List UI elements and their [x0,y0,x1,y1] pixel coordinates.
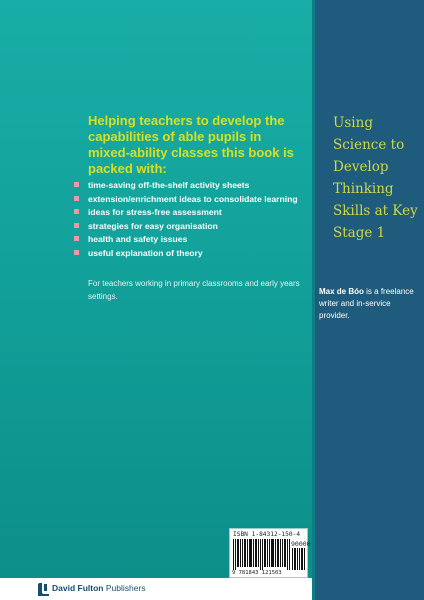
feature-list [74,179,310,260]
list-item [74,179,310,192]
list-item [74,247,310,260]
headline: Helping teachers to develop the capabilities of able pupils in mixed-ability classes this book is packed with: [88,113,294,176]
list-item [74,206,310,219]
barcode-icon [233,539,291,570]
bullet-icon [74,196,79,201]
audience-text: For teachers working in primary classrooms and early years settings. [88,279,300,301]
ean-digits: 9 781843 121503 [232,570,282,576]
bullet-icon [74,223,79,228]
feature-text: useful explanation of theory [88,247,203,258]
publisher-name [52,583,146,593]
publisher-name-rest: Publishers [105,583,146,593]
publisher-band [0,578,312,600]
barcode-box [229,528,311,578]
feature-text: health and safety issues [88,234,188,244]
isbn-label: ISBN 1-84312-150-4 [233,531,301,538]
author-bio: is a freelance writer and in-service provider. [319,287,414,320]
author-name: Max de Bóo [319,287,364,296]
book-title: Using Science to Develop Thinking Skills at Key Stage 1 [333,115,418,241]
feature-text: extension/enrichment ideas to consolidate learning [88,193,298,204]
feature-text: strategies for easy organisation [88,220,218,231]
addon-barcode-icon [292,548,306,570]
bullet-icon [74,182,79,187]
publisher-logo-icon [36,582,50,597]
bullet-icon [74,209,79,214]
list-item [74,193,310,206]
list-item [74,220,310,233]
bullet-icon [74,236,79,241]
addon-code: 90000 [291,540,311,548]
author-blurb [319,286,419,322]
bullet-icon [74,250,79,255]
publisher-name-bold: David Fulton [52,583,104,593]
feature-text: ideas for stress-free assessment [88,207,222,217]
list-item [74,233,310,246]
feature-text: time-saving off-the-shelf activity sheets [88,180,250,190]
